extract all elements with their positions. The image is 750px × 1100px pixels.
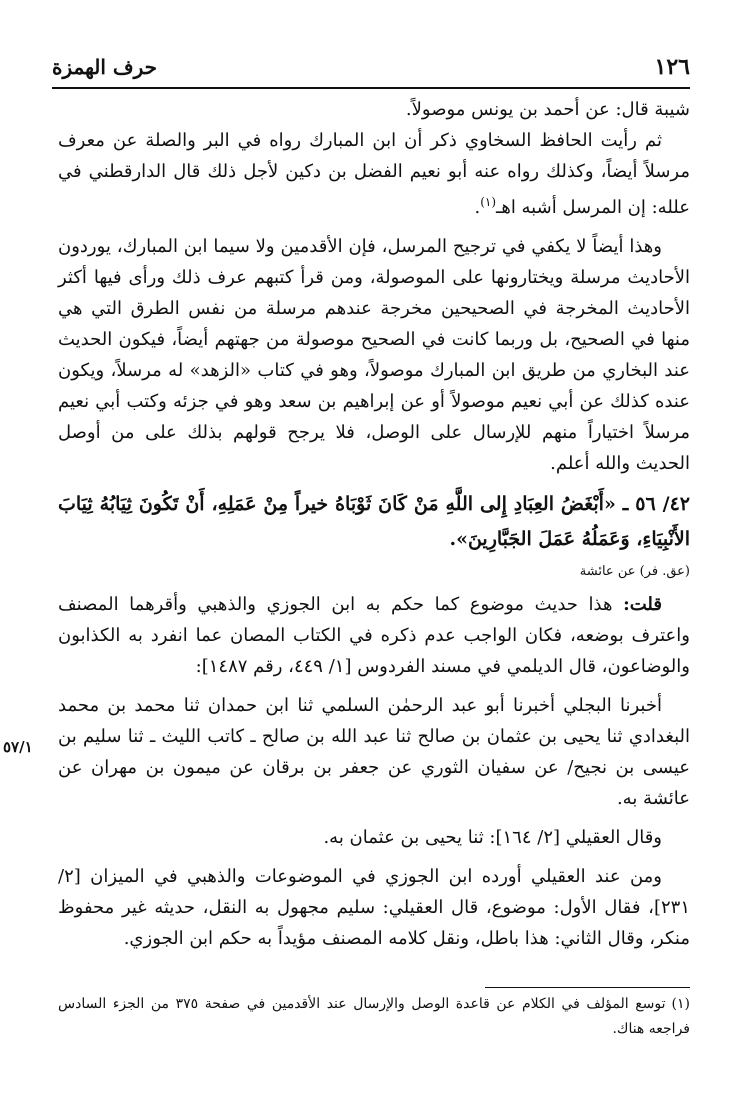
margin-reference: ٥٧/١ (3, 738, 33, 756)
footnote-rule (485, 987, 690, 988)
footnote-reference[interactable]: (١) (480, 195, 497, 209)
hadith-number: ٤٢/ ٥٦ ـ (622, 493, 690, 515)
paragraph-2 (58, 125, 690, 223)
chapter-title: حرف الهمزة (52, 55, 158, 79)
page-number: ١٢٦ (654, 54, 690, 80)
footnote (58, 992, 690, 1042)
page-header (52, 50, 690, 84)
commentary-1-text: هذا حديث موضوع كما حكم به ابن الجوزي والذهبي وأقرهما المصنف واعترف بوضعه، فكان الواجب عدم ذكره في الكتاب المصان عما انفرد به الكذابون والوضاعون، قال الديلمي في مسند الفردوس [١/ ٤٤٩، رقم ١٤٨٧]: (58, 594, 690, 677)
main-text (58, 94, 690, 954)
hadith-entry (58, 487, 690, 557)
commentary-4: ومن عند العقيلي أورده ابن الجوزي في الموضوعات والذهبي في الميزان [٢/ ٢٣١]، فقال الأول: موضوع، قال العقيلي: سليم مجهول به النقل، حديثه غير محفوظ منكر، وقال الثاني: هذا باطل، ونقل كلامه المصنف مؤيداً به حكم ابن الجوزي. (58, 866, 690, 949)
paragraph-3: وهذا أيضاً لا يكفي في ترجيح المرسل، فإن الأقدمين ولا سيما ابن المبارك، يوردون الأحاديث مرسلة ويختارونها على الموصولة، ومن قرأ كتبهم عرف ذلك ورأى فيها أكثر الأحاديث المخرجة في الصحيحين مخرجة عندهم مرسلة من نفس الطرق التي هي منها في الصحيح، بل وربما كانت في الصحيح موصولة من جهتهم أيضاً، فيكون الحديث عند البخاري من طريق ابن المبارك موصولاً، وهو في كتاب «الزهد» له مرسلاً، ويكون عنده كذلك عن أبي نعيم موصولاً أو عن إبراهيم بن سعد وهو في جزئه وكتب أبي نعيم مرسلاً اختياراً منهم للإرسال على الوصل، فلا يرجح قولهم بذلك على من أوصل الحديث والله أعلم. (58, 236, 690, 474)
header-rule (52, 87, 690, 89)
hadith-text: «أَبْغَضُ العِبَادِ إِلى اللَّهِ مَنْ كَانَ ثَوْبَاهُ خيراً مِنْ عَمَلِهِ، أَنْ تَكُونَ ثِيَابُهُ ثِيَابَ الأَنْبِيَاءِ، وَعَمَلُهُ عَمَلَ الجَبَّارِينَ». (58, 493, 690, 550)
footnote-mark: (١) (671, 996, 690, 1012)
paragraph-1: شيبة قال: عن أحمد بن يونس موصولاً. (405, 99, 690, 120)
commentary-3: وقال العقيلي [٢/ ١٦٤]: ثنا يحيى بن عثمان به. (323, 827, 662, 848)
commentary-2: أخبرنا البجلي أخبرنا أبو عبد الرحمٰن السلمي ثنا ابن حمدان ثنا محمد بن محمد البغدادي ثنا يحيى بن عثمان بن صالح ثنا عبد الله بن صالح ـ كاتب الليث ـ ثنا سليم بن عيسى بن نجيح/ عن سفيان الثوري عن جعفر بن برقان عن ميمون بن مهران عن عائشة به. (58, 695, 690, 809)
qult-label: قلت: (623, 594, 662, 615)
commentary-1 (58, 589, 690, 682)
footnote-text: توسع المؤلف في الكلام عن قاعدة الوصل والإرسال عند الأقدمين في صفحة ٣٧٥ من الجزء السادس فراجعه هناك. (58, 996, 690, 1037)
paragraph-2-end: . (474, 197, 481, 218)
hadith-source: (عق. فر) عن عائشة (579, 564, 690, 579)
paragraph-2-text: ثم رأيت الحافظ السخاوي ذكر أن ابن المبارك رواه في البر والصلة عن معرف مرسلاً أيضاً، وكذلك رواه عنه أبو نعيم الفضل بن دكين لأجل ذلك قال الدارقطني في علله: إن المرسل أشبه اهـ (58, 130, 690, 218)
